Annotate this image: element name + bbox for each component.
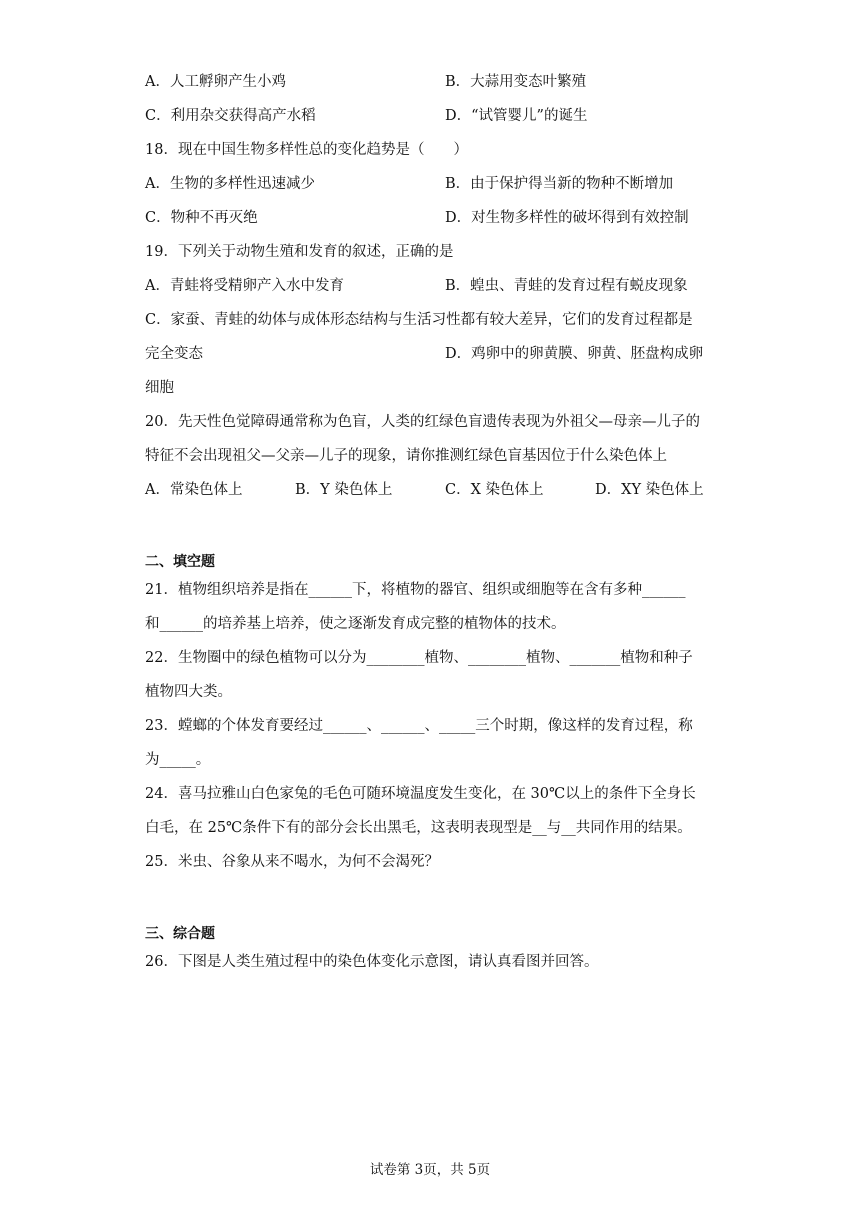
q19-option-a: A．青蛙将受精卵产入水中发育 bbox=[145, 278, 344, 294]
q22-line1: 22．生物圈中的绿色植物可以分为________植物、________植物、_______植物和种子 bbox=[145, 650, 693, 666]
q18-option-a: A．生物的多样性迅速减少 bbox=[145, 176, 315, 192]
q17-option-c: C．利用杂交获得高产水稻 bbox=[145, 108, 316, 124]
q18-stem: 18．现在中国生物多样性总的变化趋势是（ ） bbox=[145, 142, 468, 158]
q19-option-d-line2: 细胞 bbox=[145, 380, 174, 396]
q17-option-d: D．“试管婴儿”的诞生 bbox=[445, 108, 588, 124]
q20-stem-line1: 20．先天性色觉障碍通常称为色盲，人类的红绿色盲遗传表现为外祖父—母亲—儿子的 bbox=[145, 414, 700, 430]
q19-option-b: B．蝗虫、青蛙的发育过程有蜕皮现象 bbox=[445, 278, 688, 294]
page-footer: 试卷第 3页，共 5页 bbox=[369, 1162, 491, 1178]
section3-title: 三、综合题 bbox=[145, 926, 215, 942]
q19-option-d-line1: D．鸡卵中的卵黄膜、卵黄、胚盘构成卵 bbox=[445, 346, 704, 362]
q24-line2: 白毛，在 25℃条件下有的部分会长出黑毛，这表明表现型是__与__共同作用的结果。 bbox=[145, 820, 692, 836]
q19-stem: 19．下列关于动物生殖和发育的叙述，正确的是 bbox=[145, 244, 454, 260]
q25: 25．米虫、谷象从来不喝水，为何不会渴死？ bbox=[145, 854, 439, 870]
q18-option-b: B．由于保护得当新的物种不断增加 bbox=[445, 176, 674, 192]
q23-line2: 为_____。 bbox=[145, 752, 211, 768]
q19-option-c-line1: C．家蚕、青蛙的幼体与成体形态结构与生活习性都有较大差异，它们的发育过程都是 bbox=[145, 312, 693, 328]
section2-title: 二、填空题 bbox=[145, 554, 215, 570]
q21-line1: 21．植物组织培养是指在______下，将植物的器官、组织或细胞等在含有多种______ bbox=[145, 582, 686, 598]
q17-option-b: B．大蒜用变态叶繁殖 bbox=[445, 74, 587, 90]
q18-option-d: D．对生物多样性的破坏得到有效控制 bbox=[445, 210, 689, 226]
q18-option-c: C．物种不再灭绝 bbox=[145, 210, 258, 226]
q24-line1: 24．喜马拉雅山白色家兔的毛色可随环境温度发生变化，在 30℃以上的条件下全身长 bbox=[145, 786, 696, 802]
q26: 26．下图是人类生殖过程中的染色体变化示意图，请认真看图并回答。 bbox=[145, 954, 599, 970]
q20-option-b: B．Y 染色体上 bbox=[295, 482, 393, 498]
q22-line2: 植物四大类。 bbox=[145, 684, 232, 700]
q20-option-c: C．X 染色体上 bbox=[445, 482, 544, 498]
q19-option-c-line2: 完全变态 bbox=[145, 346, 203, 362]
q20-stem-line2: 特征不会出现祖父—父亲—儿子的现象，请你推测红绿色盲基因位于什么染色体上 bbox=[145, 448, 667, 464]
q23-line1: 23．螳螂的个体发育要经过______、______、_____三个时期，像这样的发育过程，称 bbox=[145, 718, 693, 734]
q21-line2: 和______的培养基上培养，使之逐渐发育成完整的植物体的技术。 bbox=[145, 616, 566, 632]
q17-option-a: A．人工孵卵产生小鸡 bbox=[145, 74, 286, 90]
q20-option-a: A．常染色体上 bbox=[145, 482, 243, 498]
q20-option-d: D．XY 染色体上 bbox=[595, 482, 704, 498]
